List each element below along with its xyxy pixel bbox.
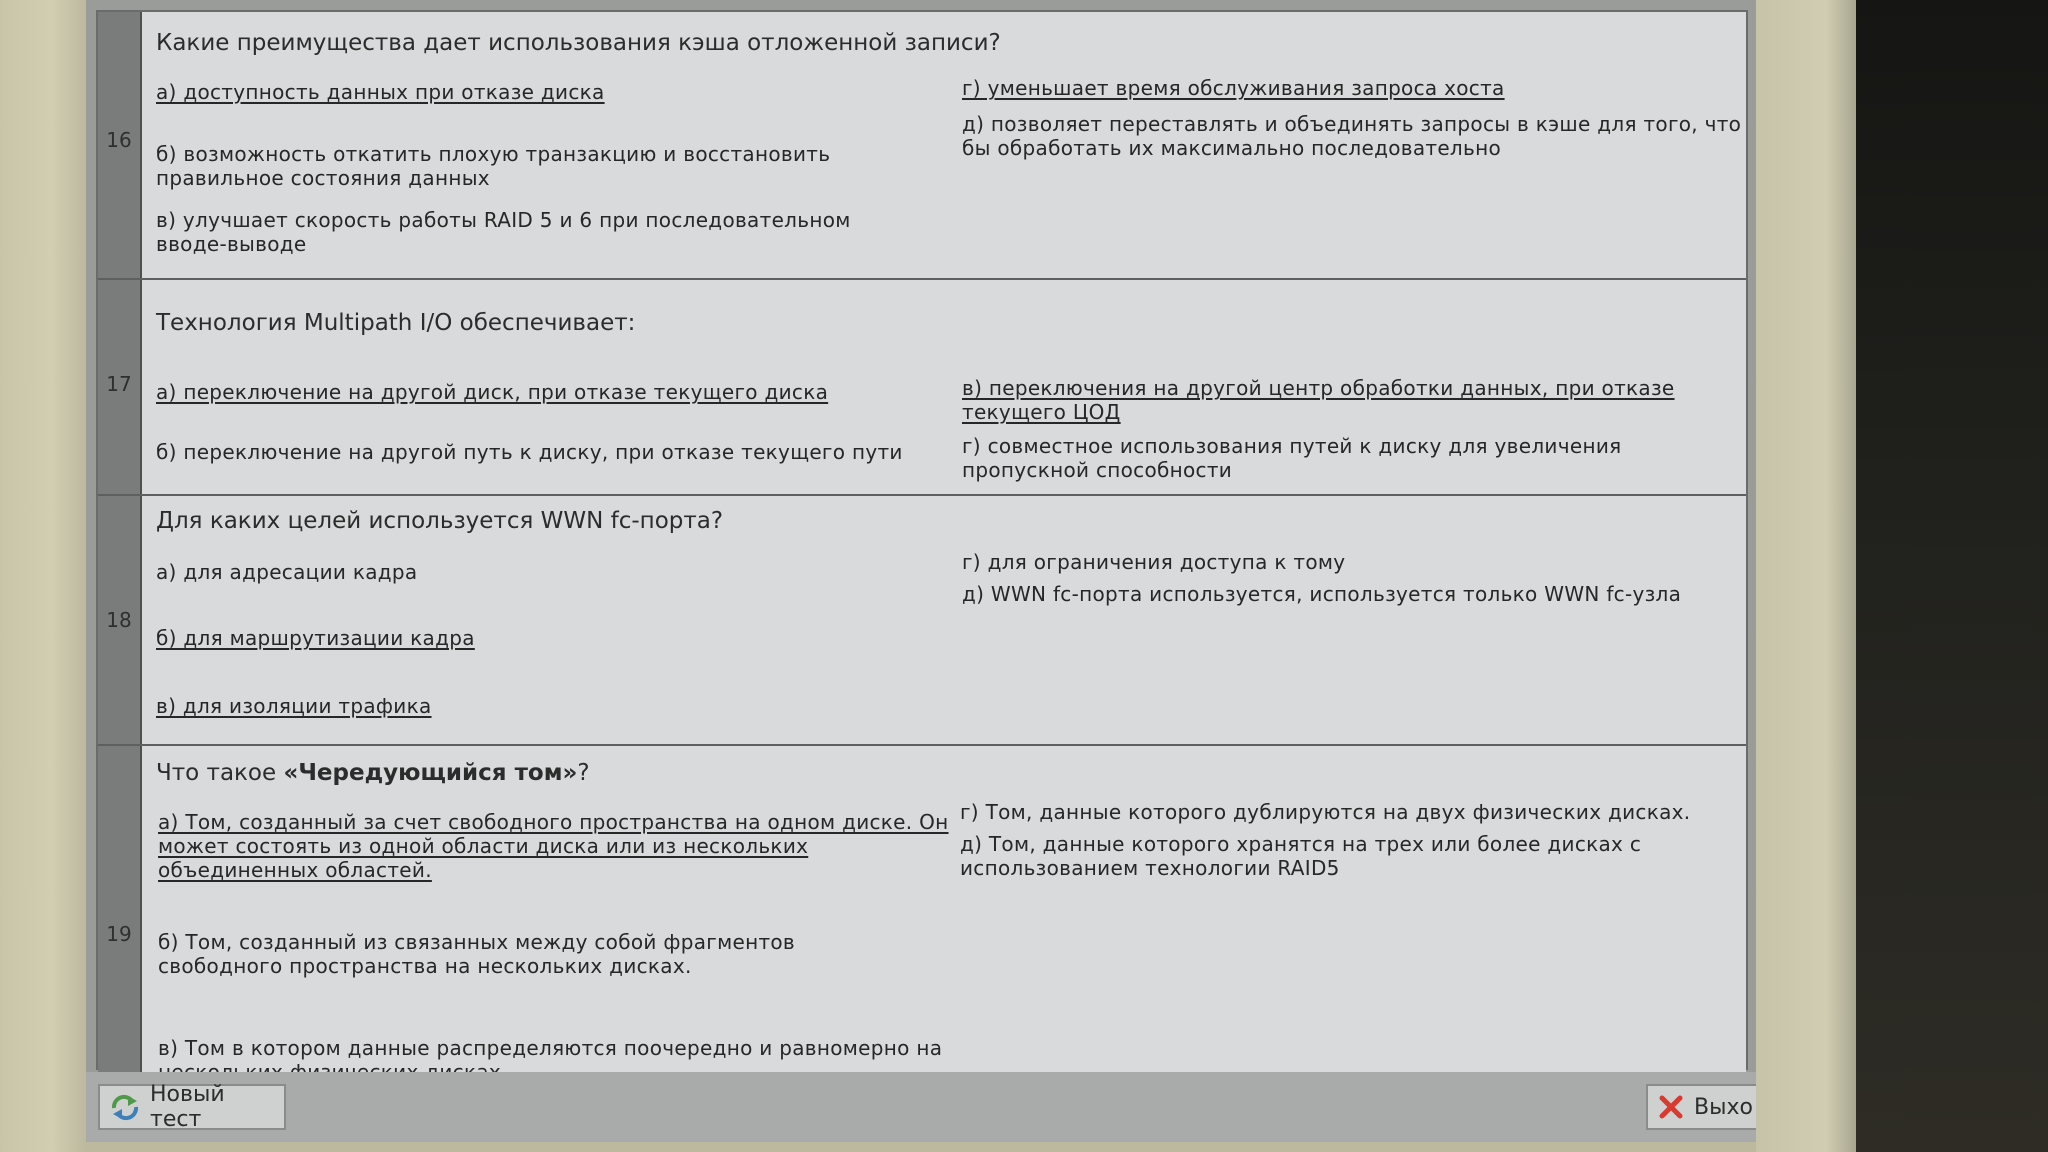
exit-button[interactable] [1646, 1084, 1756, 1130]
answer-a[interactable]: а) для адресации кадра [156, 560, 418, 584]
exit-label: Выхо [1694, 1094, 1753, 1120]
answer-g[interactable]: г) совместное использования путей к диску для увеличения пропускной способности [962, 434, 1622, 482]
question-body [142, 280, 1746, 494]
answer-b[interactable]: б) для маршрутизации кадра [156, 626, 475, 650]
question-text-suffix: ? [577, 760, 590, 786]
question-body [142, 496, 1746, 744]
background-right [1856, 0, 2048, 1152]
question-text: Для каких целей используется WWN fc-порта? [156, 508, 724, 534]
question-number-cell [98, 12, 142, 278]
answer-a[interactable]: а) доступность данных при отказе диска [156, 80, 605, 104]
question-number: 16 [106, 128, 132, 152]
question-body [142, 746, 1746, 1086]
question-text [156, 760, 590, 786]
question-text-bold: «Чередующийся том» [283, 760, 578, 786]
new-test-button[interactable] [98, 1084, 286, 1130]
answer-b[interactable]: б) Том, созданный из связанных между собой фрагментов свободного пространства на нескольких дисках. [158, 930, 796, 978]
question-row-19 [98, 746, 1746, 1086]
answer-g[interactable]: г) уменьшает время обслуживания запроса хоста [962, 76, 1505, 100]
answer-d[interactable]: д) позволяет переставлять и объединять запросы в кэше для того, что бы обработать их максимально последовательно [962, 112, 1742, 160]
answer-g[interactable]: г) для ограничения доступа к тому [962, 550, 1346, 574]
question-row-17 [98, 280, 1746, 496]
questions-panel [96, 10, 1748, 1070]
answer-v[interactable]: в) улучшает скорость работы RAID 5 и 6 при последовательном вводе-выводе [156, 208, 851, 256]
question-row-18 [98, 496, 1746, 746]
question-number-cell [98, 280, 142, 494]
answer-d[interactable]: д) Том, данные которого хранятся на трех или более дисках с использованием технологии RAID5 [960, 832, 1642, 880]
answer-v[interactable]: в) для изоляции трафика [156, 694, 432, 718]
question-number: 19 [106, 922, 132, 946]
question-text: Какие преимущества дает использования кэша отложенной записи? [156, 30, 1001, 56]
refresh-arrows-icon [110, 1094, 140, 1120]
question-number: 17 [106, 372, 132, 396]
new-test-label: Новый тест [150, 1082, 225, 1132]
red-x-icon [1658, 1094, 1684, 1120]
question-body [142, 12, 1746, 278]
question-text: Технология Multipath I/O обеспечивает: [156, 310, 636, 336]
screen [86, 0, 1756, 1142]
answer-g[interactable]: г) Том, данные которого дублируются на двух физических дисках. [960, 800, 1691, 824]
answer-b[interactable]: б) возможность откатить плохую транзакцию и восстановить правильное состояния данных [156, 142, 831, 190]
answer-b[interactable]: б) переключение на другой путь к диску, при отказе текущего пути [156, 440, 903, 464]
question-number: 18 [106, 608, 132, 632]
monitor-bezel-left [0, 0, 86, 1152]
answer-v[interactable]: в) Том в котором данные распределяются поочередно и равномерно на [158, 1036, 943, 1060]
monitor-bezel-right [1756, 0, 1856, 1152]
question-number-cell [98, 746, 142, 1086]
answer-a[interactable]: а) переключение на другой диск, при отказе текущего диска [156, 380, 829, 404]
question-row-16 [98, 12, 1746, 280]
answer-v[interactable]: в) переключения на другой центр обработки данных, при отказе текущего ЦОД [962, 376, 1675, 424]
question-number-cell [98, 496, 142, 744]
answer-a[interactable]: а) Том, созданный за счет свободного пространства на одном диске. Он может состоять из одной области диска или из нескольких объединенных областей. [158, 810, 949, 882]
monitor-bezel-bottom [86, 1142, 1756, 1152]
answer-d[interactable]: д) WWN fc-порта используется, используется только WWN fc-узла [962, 582, 1682, 606]
bottom-toolbar [86, 1072, 1756, 1142]
question-text-prefix: Что такое [156, 760, 284, 786]
